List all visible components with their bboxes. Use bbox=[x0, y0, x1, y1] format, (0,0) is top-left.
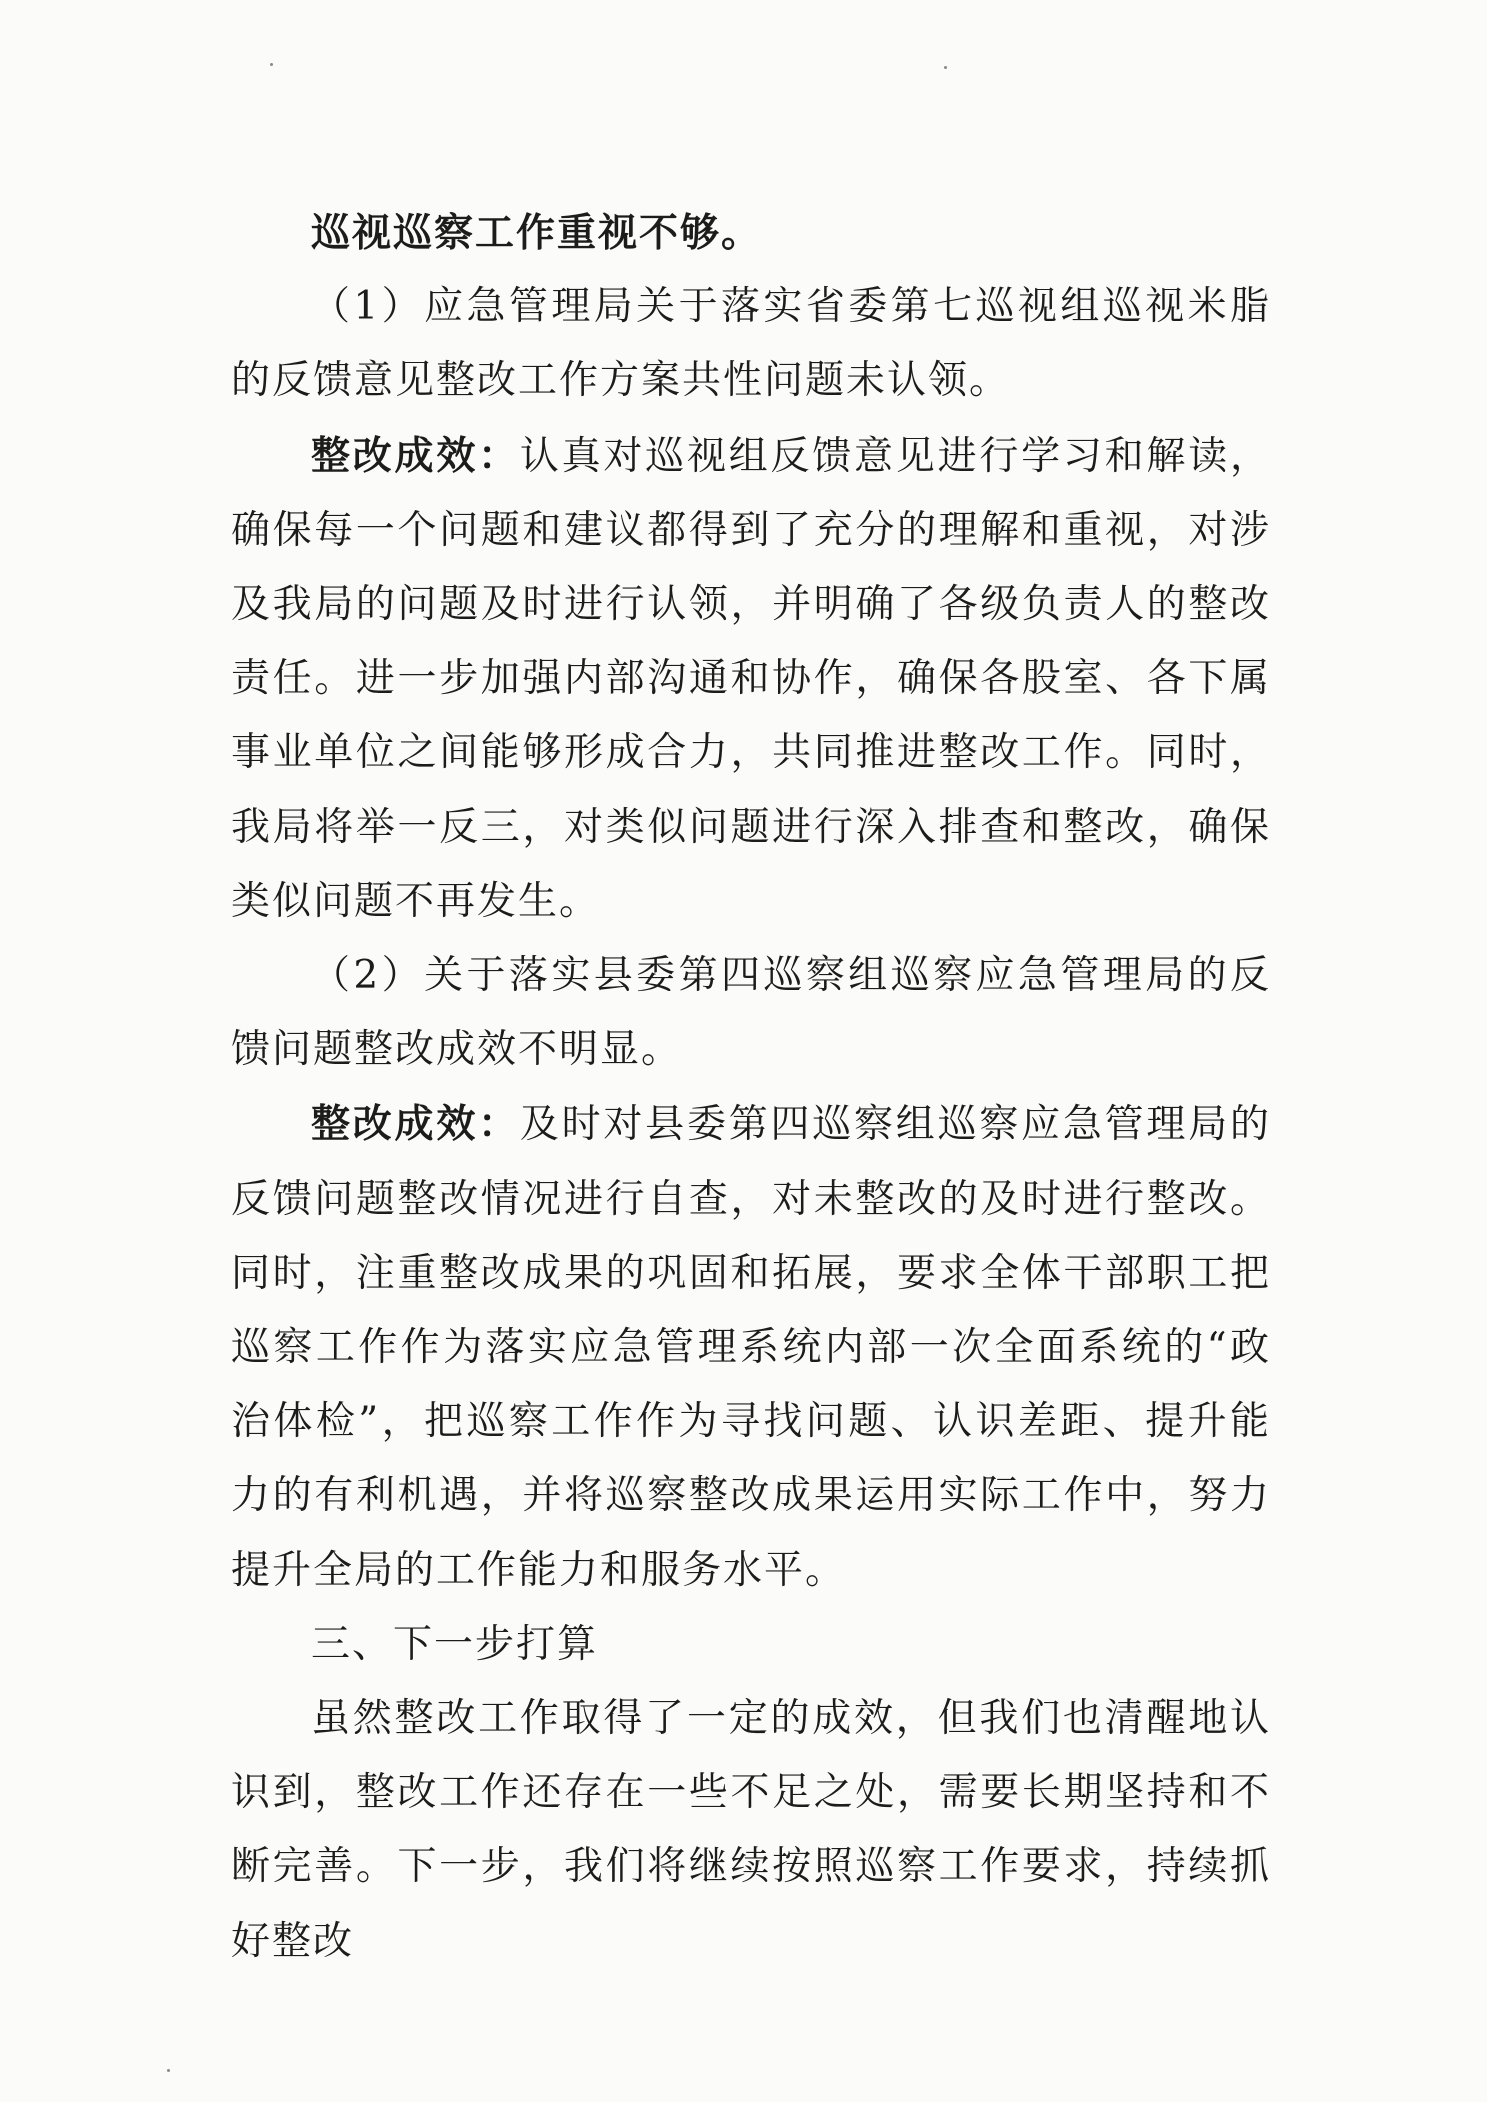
item-1-paragraph: （1）应急管理局关于落实省委第七巡视组巡视米脂的反馈意见整改工作方案共性问题未认领。 bbox=[231, 284, 1271, 404]
scan-speck bbox=[270, 63, 273, 66]
result-label: 整改成效： bbox=[311, 432, 520, 479]
result-text: 及时对县委第四巡察组巡察应急管理局的反馈问题整改情况进行自查，对未整改的及时进行整改。同时，注重整改成果的巩固和拓展，要求全体干部职工把巡察工作作为落实应急管理系统内部一次全面系统的“政治体检”，把巡察工作作为寻找问题、认识差距、提升能力的有利机遇，并将巡察整改成果运用实际工作中，努力提升全局的工作能力和服务水平。 bbox=[231, 1102, 1271, 1593]
scan-speck bbox=[167, 2069, 170, 2072]
result-2-paragraph bbox=[231, 1087, 1271, 1607]
result-text: 认真对巡视组反馈意见进行学习和解读，确保每一个问题和建议都得到了充分的理解和重视，对涉及我局的问题及时进行认领，并明确了各级负责人的整改责任。进一步加强内部沟通和协作，确保各股室、各下属事业单位之间能够形成合力，共同推进整改工作。同时，我局将举一反三，对类似问题进行深入排查和整改，确保类似问题不再发生。 bbox=[231, 433, 1271, 924]
continuation-line: 巡视巡察工作重视不够。 bbox=[311, 210, 763, 256]
result-label: 整改成效： bbox=[311, 1101, 520, 1148]
body-paragraph: 虽然整改工作取得了一定的成效，但我们也清醒地认识到，整改工作还存在一些不足之处，需要长期坚持和不断完善。下一步，我们将继续按照巡察工作要求，持续抓好整改 bbox=[231, 1696, 1271, 1964]
section-heading: 三、下一步打算 bbox=[311, 1621, 599, 1667]
scan-speck bbox=[944, 66, 947, 69]
document-page bbox=[231, 196, 1271, 1979]
item-2-paragraph: （2）关于落实县委第四巡察组巡察应急管理局的反馈问题整改成效不明显。 bbox=[231, 953, 1271, 1073]
result-1-paragraph bbox=[231, 419, 1271, 939]
